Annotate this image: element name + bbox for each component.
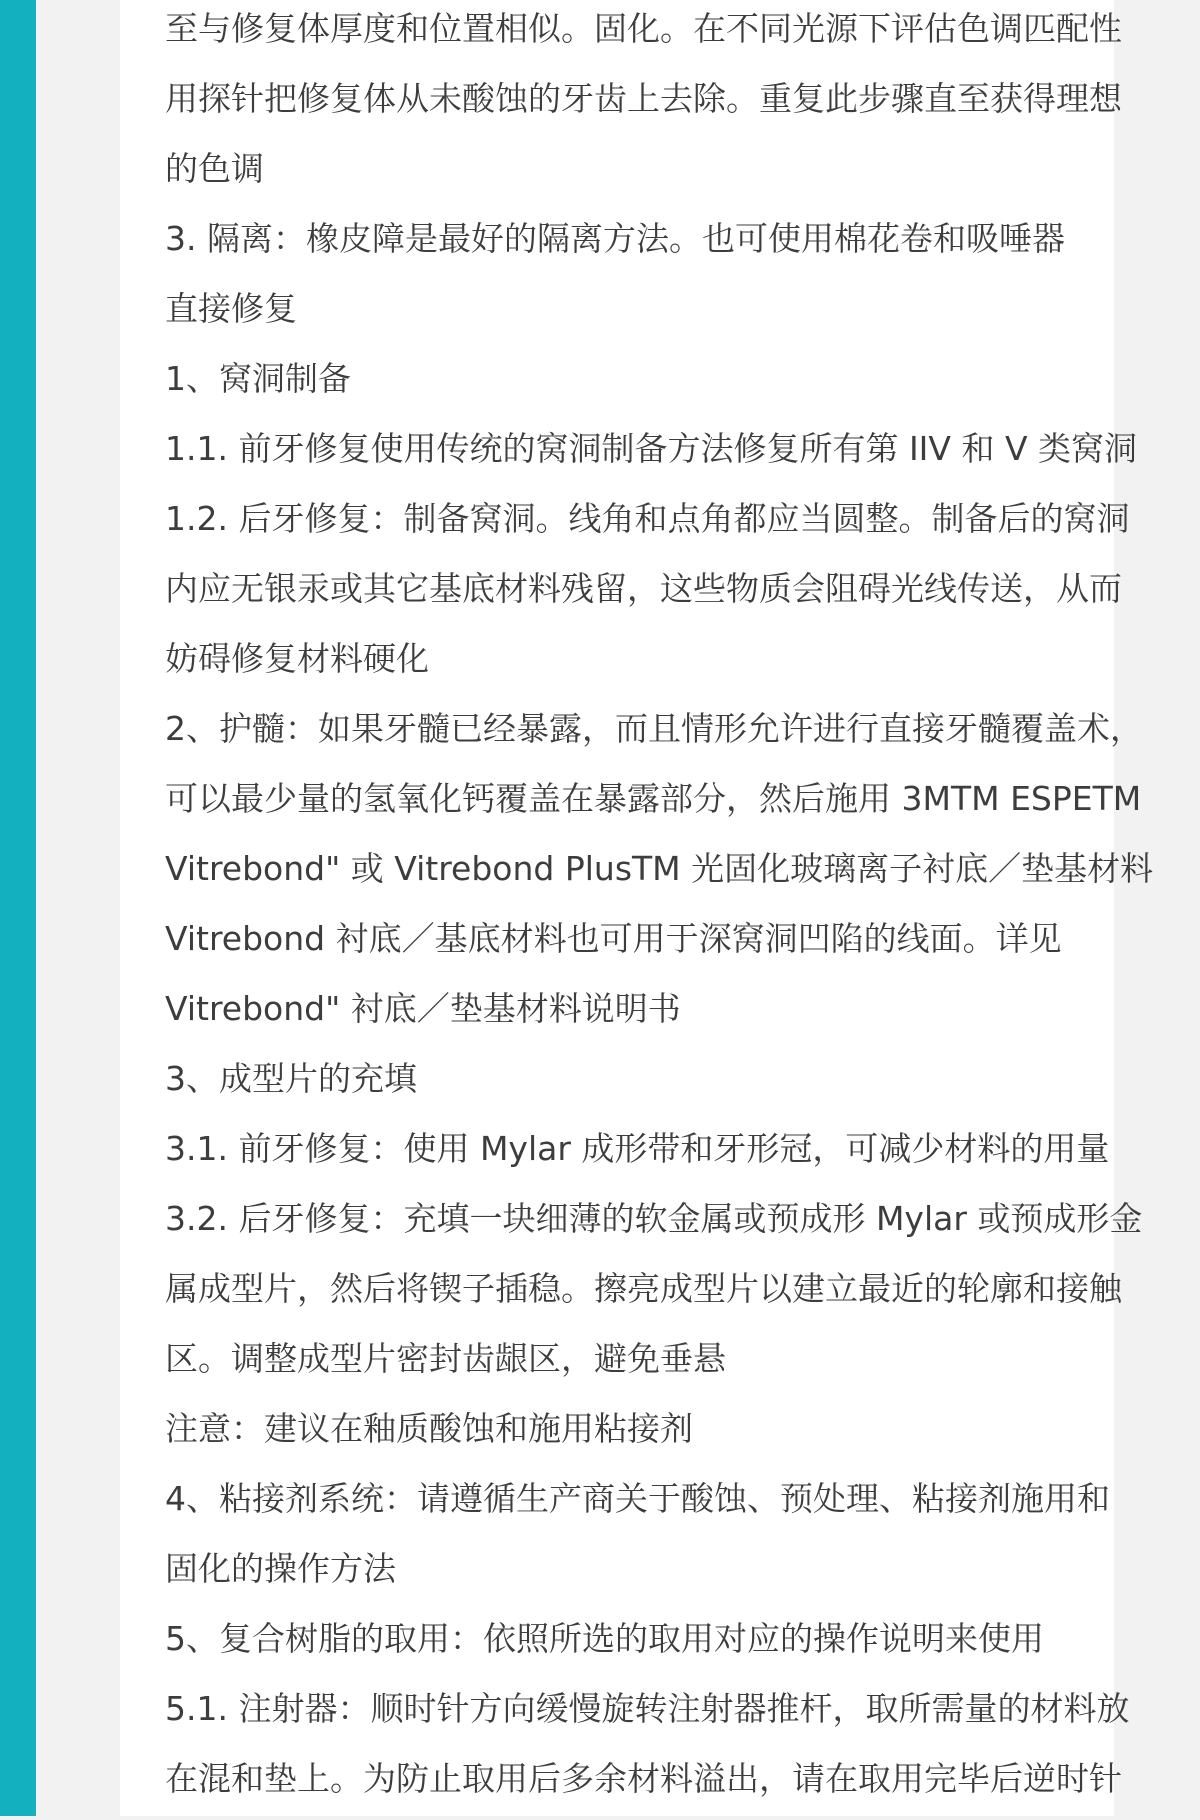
section-heading: 直接修复 <box>165 289 297 328</box>
text-line: 可以最少量的氢氧化钙覆盖在暴露部分，然后施用 3MTM ESPETM <box>165 779 1142 818</box>
text-line: 3.1. 前牙修复：使用 Mylar 成形带和牙形冠，可减少材料的用量 <box>165 1129 1110 1168</box>
text-line: 5、复合树脂的取用：依照所选的取用对应的操作说明来使用 <box>165 1619 1044 1658</box>
text-line: 3. 隔离：橡皮障是最好的隔离方法。也可使用棉花卷和吸唾器 <box>165 219 1065 258</box>
text-line: Vitrebond 衬底／基底材料也可用于深窝洞凹陷的线面。详见 <box>165 919 1062 958</box>
left-gutter <box>36 0 120 1816</box>
text-line: 用探针把修复体从未酸蚀的牙齿上去除。重复此步骤直至获得理想 <box>165 79 1122 118</box>
text-line: 3、成型片的充填 <box>165 1059 417 1098</box>
text-line: 注意：建议在釉质酸蚀和施用粘接剂 <box>165 1409 693 1448</box>
text-line: 至与修复体厚度和位置相似。固化。在不同光源下评估色调匹配性 <box>165 9 1122 48</box>
text-line: 1.2. 后牙修复：制备窝洞。线角和点角都应当圆整。制备后的窝洞 <box>165 499 1130 538</box>
text-line: 属成型片，然后将锲子插稳。擦亮成型片以建立最近的轮廓和接触 <box>165 1269 1122 1308</box>
text-line: 5.1. 注射器：顺时针方向缓慢旋转注射器推杆，取所需量的材料放 <box>165 1689 1130 1728</box>
text-line: 4、粘接剂系统：请遵循生产商关于酸蚀、预处理、粘接剂施用和 <box>165 1479 1110 1518</box>
text-line: 在混和垫上。为防止取用后多余材料溢出，请在取用完毕后逆时针 <box>165 1759 1122 1798</box>
left-accent-bar <box>0 0 36 1816</box>
text-line: 妨碍修复材料硬化 <box>165 639 429 678</box>
text-line: 3.2. 后牙修复：充填一块细薄的软金属或预成形 Mylar 或预成形金 <box>165 1199 1143 1238</box>
text-line: 区。调整成型片密封齿龈区，避免垂悬 <box>165 1339 726 1378</box>
text-line: 2、护髓：如果牙髓已经暴露，而且情形允许进行直接牙髓覆盖术， <box>165 709 1143 748</box>
text-line: 固化的操作方法 <box>165 1549 396 1588</box>
document-text <box>165 0 1154 1820</box>
text-line: Vitrebond" 衬底／垫基材料说明书 <box>165 989 681 1028</box>
text-line: 内应无银汞或其它基底材料残留，这些物质会阻碍光线传送，从而 <box>165 569 1122 608</box>
text-line: 1.1. 前牙修复使用传统的窝洞制备方法修复所有第 IIV 和 V 类窝洞 <box>165 429 1138 468</box>
text-line: Vitrebond" 或 Vitrebond PlusTM 光固化玻璃离子衬底／垫基材料 <box>165 849 1154 888</box>
text-line: 的色调 <box>165 149 264 188</box>
text-line: 1、窝洞制备 <box>165 359 351 398</box>
